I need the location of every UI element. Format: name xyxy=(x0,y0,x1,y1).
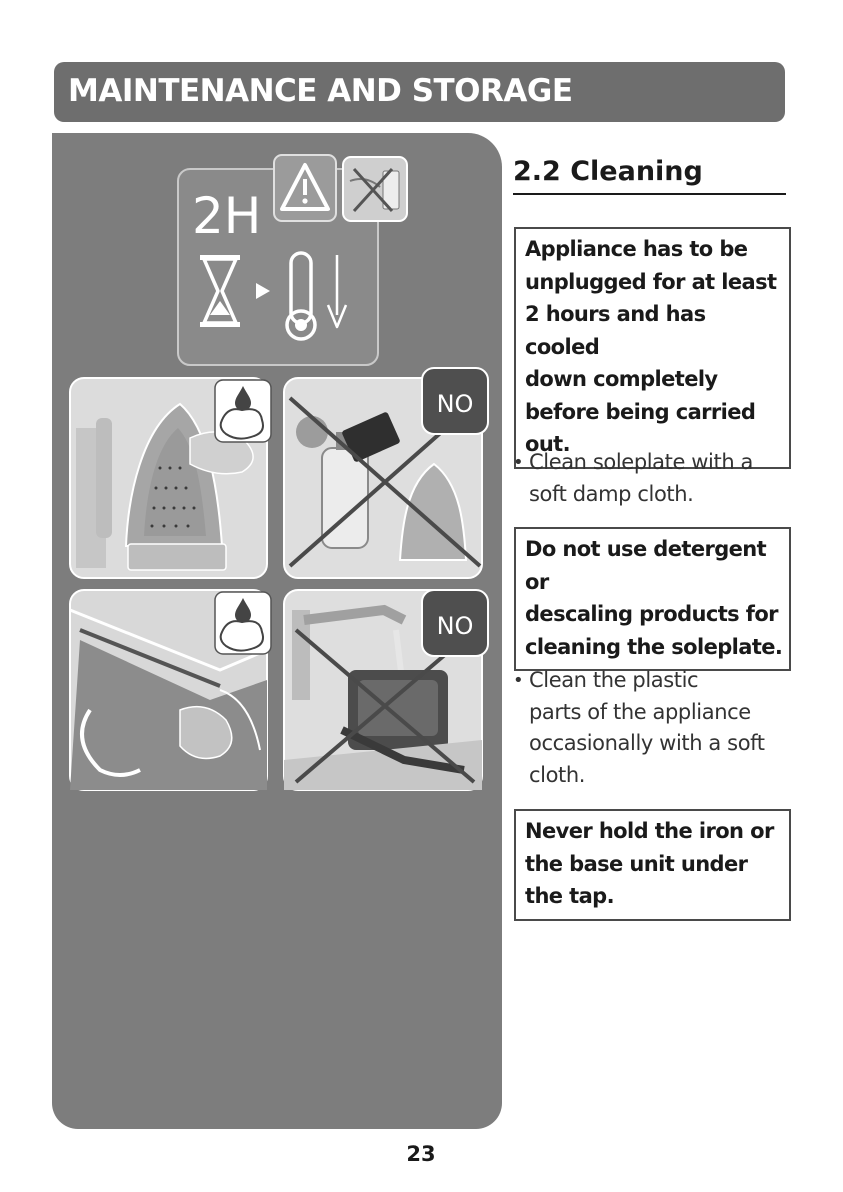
bullet-dot: • xyxy=(513,452,524,473)
page-number: 23 xyxy=(406,1142,436,1166)
unplug-warning: Appliance has to be unplugged for at least 2 hours and has cooled down completely before being carried out. xyxy=(514,227,791,469)
bullet-text: Clean soleplate with a soft damp cloth. xyxy=(529,450,753,506)
no-detergent-illustration xyxy=(284,368,490,580)
detergent-warning: Do not use detergent or descaling products for cleaning the soleplate. xyxy=(514,527,791,671)
sponge-drop-icon xyxy=(215,380,271,442)
warning-triangle-icon xyxy=(274,155,336,221)
section-title: 2.2 Cleaning xyxy=(513,156,703,187)
no-badge-label: NO xyxy=(436,390,474,418)
bullet-plastic-parts xyxy=(513,665,785,791)
bullet-text: Clean the plastic parts of the appliance occasionally with a soft cloth. xyxy=(529,668,765,787)
unplug-icon xyxy=(343,157,407,221)
no-tap-illustration xyxy=(284,590,490,792)
cooldown-time-label: 2H xyxy=(192,187,262,245)
page-title: MAINTENANCE AND STORAGE xyxy=(68,73,573,109)
cooldown-illustration xyxy=(178,155,408,370)
section-divider xyxy=(513,193,786,195)
base-cleaning-illustration xyxy=(70,590,275,792)
bullet-dot: • xyxy=(513,670,524,691)
tap-warning: Never hold the iron or the base unit under the tap. xyxy=(514,809,791,921)
no-badge-label: NO xyxy=(436,612,474,640)
bullet-soleplate xyxy=(513,447,785,510)
sponge-drop-icon xyxy=(215,592,271,654)
iron-cleaning-illustration xyxy=(70,378,275,580)
